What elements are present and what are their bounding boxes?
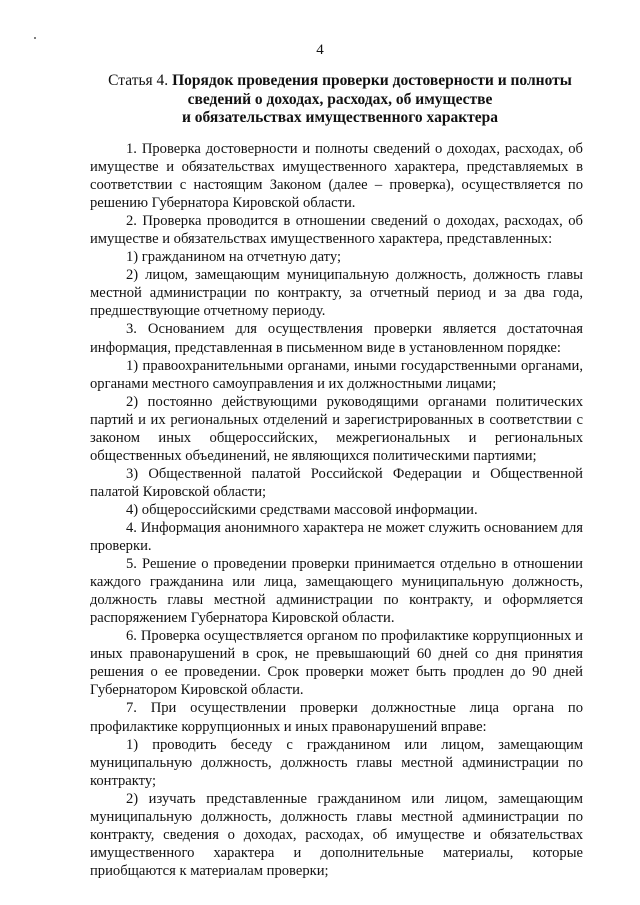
paragraph-3-item-2: 2) постоянно действующими руководящими органами политических партий и их региональных отделений и зарегистрированных в соответствии с законом иных общероссийских, межрегиональных и региональных общественных объединений, не являющихся политическими партиями; [90, 393, 583, 464]
paragraph-7-item-1: 1) проводить беседу с гражданином или лицом, замещающим муниципальную должность, должность главы местной администрации по контракту; [90, 736, 583, 789]
paragraph-7-item-2: 2) изучать представленные гражданином или лицом, замещающим муниципальную должность, должность главы местной администрации по контракту, сведения о доходах, расходах, об имуществе и обязательствах имущественного характера и дополнительные материалы, которые приобщаются к материалам проверки; [90, 790, 583, 879]
article-title-part-3: и обязательствах имущественного характера [182, 109, 498, 126]
paragraph-1: 1. Проверка достоверности и полноты сведений о доходах, расходах, об имуществе и обязательствах имущественного характера, представляемых в соответствии с настоящим Законом (далее – проверка), осуществляется по решению Губернатора Кировской области. [90, 141, 583, 212]
paragraph-2-item-1: 1) гражданином на отчетную дату; [126, 249, 342, 266]
scan-speck [34, 37, 36, 39]
paragraph-2-item-2: 2) лицом, замещающим муниципальную должность, должность главы местной администрации по контракту, за отчетный период и за два года, предшествующие отчетному периоду. [90, 267, 583, 320]
article-title-part-2: сведений о доходах, расходах, об имуществе [187, 90, 493, 108]
paragraph-4: 4. Информация анонимного характера не может служить основанием для проверки. [90, 519, 583, 555]
paragraph-3-item-4: 4) общероссийскими средствами массовой информации. [126, 501, 478, 518]
article-title-part-1: Порядок проведения проверки достоверности и полноты [172, 72, 572, 89]
article-heading-line-1 [90, 72, 590, 91]
paragraph-3-item-1: 1) правоохранительными органами, иными государственными органами, органами местного самоуправления и их должностными лицами; [90, 357, 583, 392]
article-body [90, 140, 583, 880]
page-number: 4 [316, 42, 324, 58]
paragraph-3: 3. Основанием для осуществления проверки является достаточная информация, представленная в письменном виде в установленном порядке: [90, 321, 583, 356]
article-number: Статья 4. [108, 72, 169, 89]
paragraph-3-item-3: 3) Общественной палатой Российской Федерации и Общественной палатой Кировской области; [90, 465, 583, 500]
paragraph-2: 2. Проверка проводится в отношении сведений о доходах, расходах, об имуществе и обязательствах имущественного характера, представленных: [90, 213, 583, 248]
article-heading [90, 72, 590, 128]
paragraph-7: 7. При осуществлении проверки должностные лица органа по профилактике коррупционных и иных правонарушений вправе: [90, 700, 583, 735]
paragraph-5: 5. Решение о проведении проверки принимается отдельно в отношении каждого гражданина или лица, замещающего муниципальную должность, должность главы местной администрации по контракту, и оформляется распоряжением Губернатора Кировской области. [90, 556, 583, 627]
paragraph-6: 6. Проверка осуществляется органом по профилактике коррупционных и иных правонарушений в срок, не превышающий 60 дней со дня принятия решения о ее проведении. Срок проверки может быть продлен до 90 дней Губернатором Кировской области. [90, 628, 583, 699]
